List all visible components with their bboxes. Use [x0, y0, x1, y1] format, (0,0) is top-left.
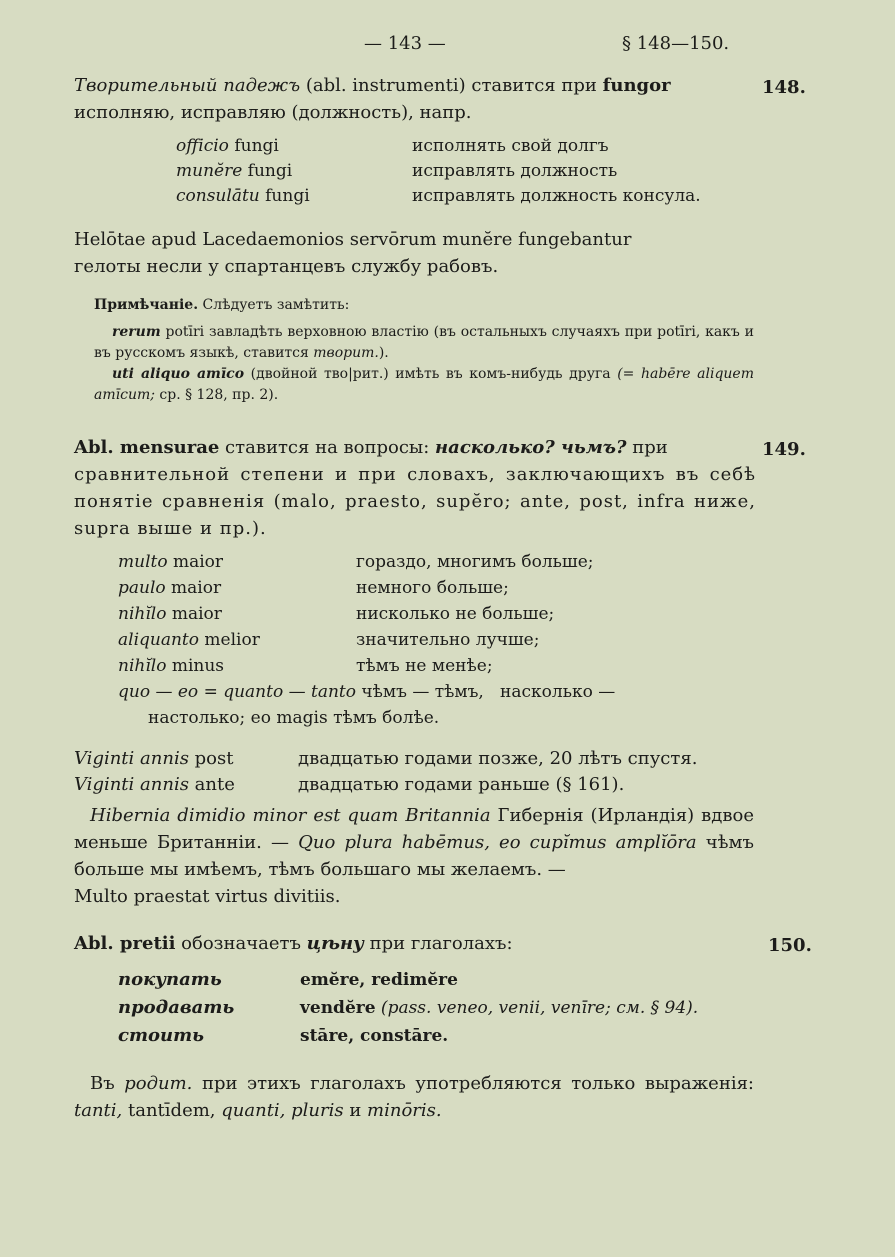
note-rerum: rerum potīri завладѣть верховною властію (въ остальныхъ случаяхъ при potīri, какъ и въ русскомъ языкѣ, ставится твopит.).	[94, 324, 754, 361]
s149-example-ru-4: значительно лучше;	[356, 630, 540, 650]
s149-viginti-post-la: Viginti annis post	[74, 748, 234, 769]
s148-example-ru-3: исправлять должность консула.	[412, 186, 701, 206]
section-number-148: 148.	[762, 77, 806, 98]
s148-example-la-3: consulātu fungi	[176, 186, 310, 206]
s149-example-ru-2: немного больше;	[356, 578, 509, 598]
s149-example-ru-3: нисколько не больше;	[356, 604, 555, 624]
s148-intro: Творительный падежъ (abl. instrumenti) ставится при fungor исполняю, исправляю (должность), напр.	[74, 75, 671, 123]
s148-example-la-1: officio fungi	[176, 136, 279, 156]
s149-example-la-4: aliquanto melior	[118, 630, 260, 650]
s150-verb-la-1: emĕre, redimĕre	[300, 970, 458, 990]
s149-example-la-3: nihĭlo maior	[118, 604, 222, 624]
page-number: — 143 —	[364, 33, 446, 54]
s150-verb-la-3: stāre, constāre.	[300, 1026, 449, 1046]
s149-example-ru-5: тѣмъ не менѣе;	[356, 656, 493, 676]
s149-quo-line-2: настолько; eo magis тѣмъ болѣе.	[148, 708, 440, 728]
s148-note: Примѣчаніе. Слѣдуетъ замѣтить: rerum potīri завладѣть верховною властію (въ остальныхъ случаяхъ при potīri, какъ и въ русскомъ языкѣ, ставится твopит.). uti aliquo amīco (двойной тво|рит.) имѣть въ комъ-нибудь друга (= habēre aliquem amīcum; ср. § 128, пр. 2).	[94, 295, 754, 406]
s150-intro: Abl. pretii обозначаетъ цѣну при глаголахъ:	[74, 933, 513, 954]
s149-viginti-ante-la: Viginti annis ante	[74, 774, 235, 795]
s149-example-la-1: multo maior	[118, 552, 224, 572]
s148-example-ru-1: исполнять свой долгъ	[412, 136, 609, 156]
s149-intro: Abl. mensurae ставится на вопросы: насколько? чьмъ? при сравнительной степени и при словахъ, заключающихъ въ себѣ понятіе сравненія (malo, praesto, supĕro; ante, post, infra ниже, supra выше и пр.).	[74, 437, 756, 539]
section-range: § 148—150.	[622, 33, 730, 54]
s149-example-la-2: paulo maior	[118, 578, 222, 598]
s148-intro-head: Творительный падежъ	[74, 75, 301, 96]
s148-helot-example: Helōtae apud Lacedaemonios servōrum munĕre fungebantur гелоты несли у спартанцевъ службу рабовъ.	[74, 229, 632, 277]
s150-verb-la-2: vendĕre (pass. veneo, venii, venīre; см. § 94).	[300, 998, 699, 1018]
s149-quo-line: quo — eo = quanto — tanto чѣмъ — тѣмъ, насколько —	[118, 682, 616, 702]
section-number-150: 150.	[768, 935, 812, 956]
s149-viginti-ante-ru: двадцатью годами раньше (§ 161).	[298, 774, 625, 795]
s148-example-ru-2: исправлять должность	[412, 161, 618, 181]
page-header	[0, 33, 895, 57]
s148-verb: fungor	[602, 75, 671, 96]
s149-viginti-post-ru: двадцатью годами позже, 20 лѣтъ спустя.	[298, 748, 698, 769]
s150-verb-ru-1: покупать	[118, 969, 222, 990]
s150-verb-ru-2: продавать	[118, 997, 235, 1018]
note-title: Примѣчаніе.	[94, 297, 199, 313]
s149-example-ru-1: гораздо, многимъ больше;	[356, 552, 594, 572]
s149-hibernia-example: Hibernia dimidio minor est quam Britannia Гибернія (Ирландія) вдвое меньше Британніи. — Quo plura habēmus, eo cupĭmus amplĭōra чѣмъ больше мы имѣемъ, тѣмъ большаго мы желаемъ. — Multo praestat virtus divitiis.	[74, 805, 754, 907]
s148-example-la-2: munĕre fungi	[176, 161, 293, 181]
section-number-149: 149.	[762, 439, 806, 460]
s150-verb-ru-3: стоить	[118, 1025, 205, 1046]
s150-genitive-note: Въ родит. при этихъ глаголахъ употребляются только выраженія: tanti, tantīdem, quanti, pluris и minōris.	[74, 1073, 755, 1121]
note-uti: uti aliquo amīco (двойной тво|рит.) имѣть въ комъ-нибудь друга (= habēre aliquem amīcum; ср. § 128, пр. 2).	[94, 366, 754, 403]
s149-example-la-5: nihĭlo minus	[118, 656, 225, 676]
